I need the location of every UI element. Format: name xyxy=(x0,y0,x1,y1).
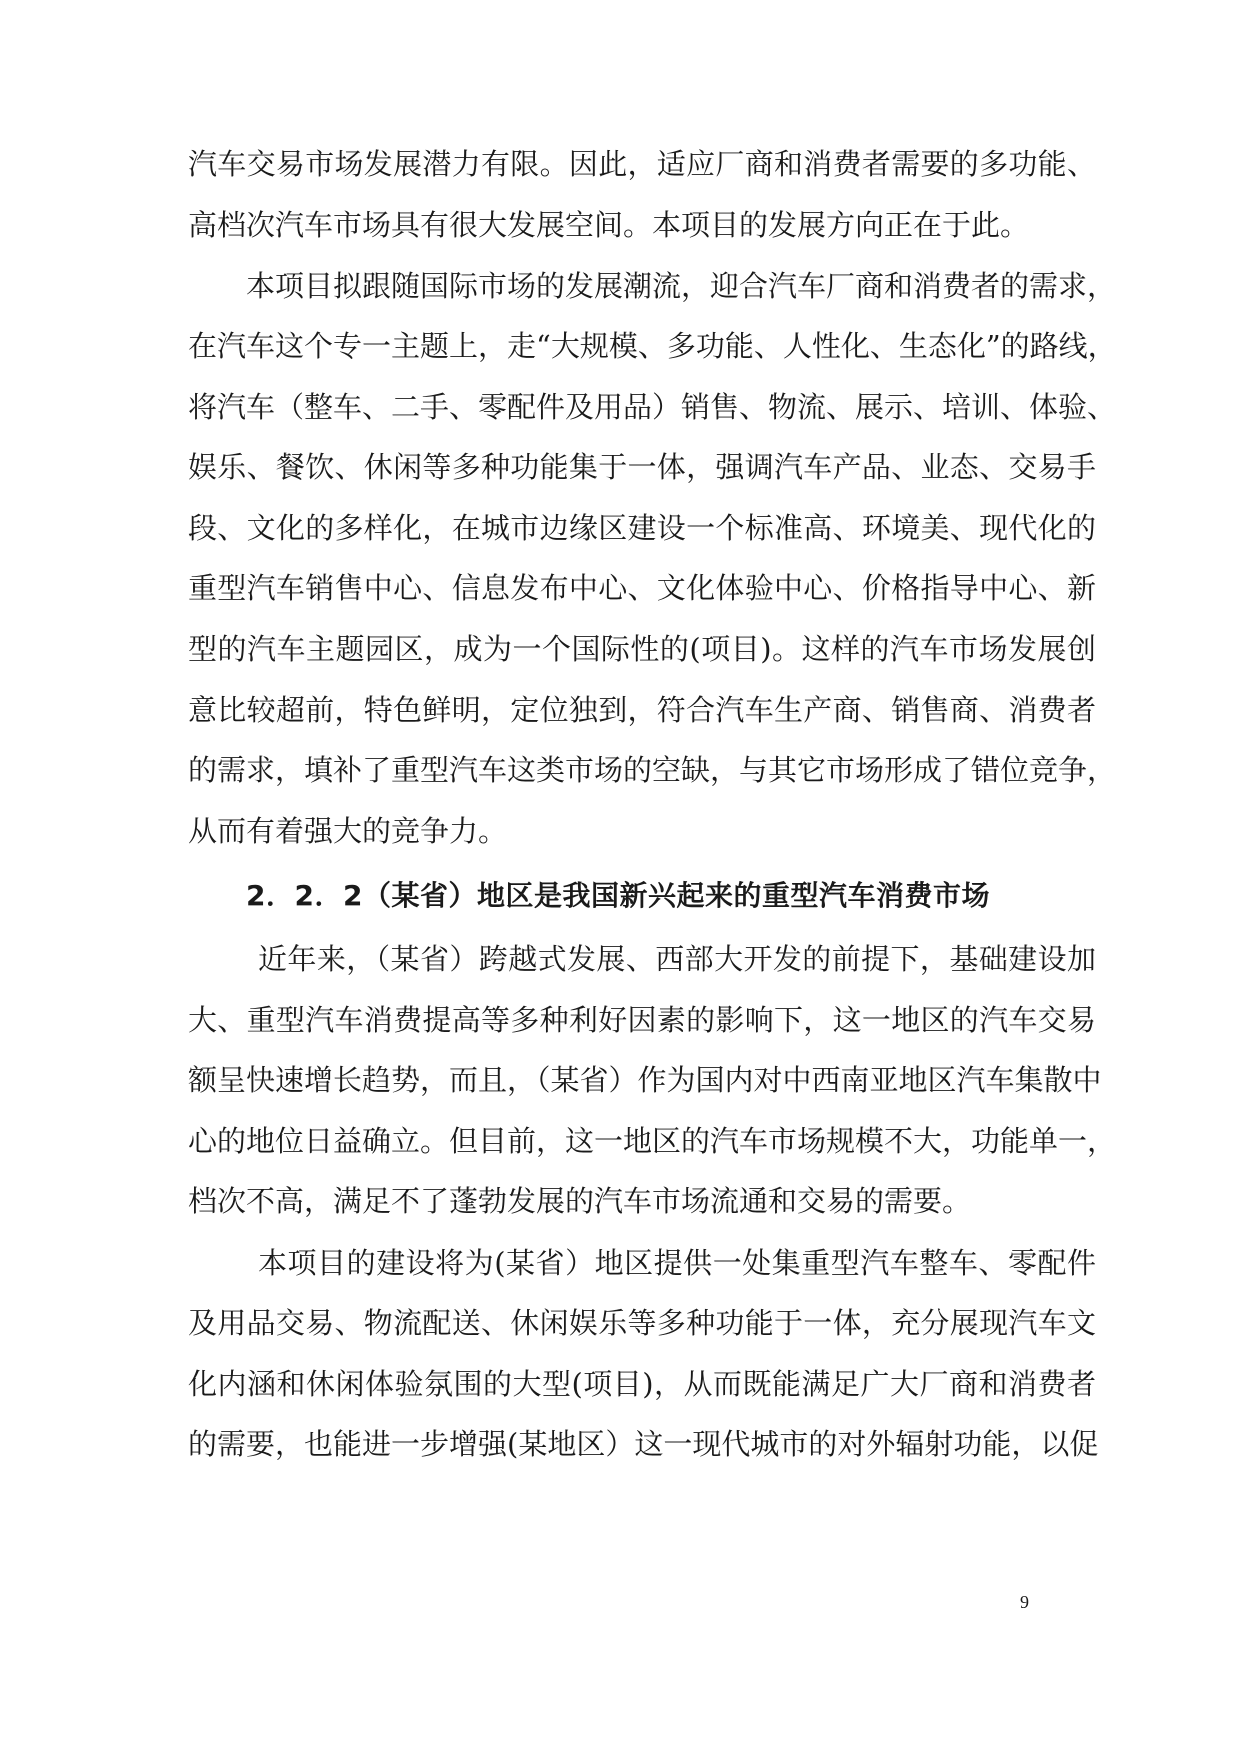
paragraph4-line-3: 化内涵和休闲体验氛围的大型(项目)，从而既能满足广大厂商和消费者 xyxy=(188,1367,1096,1401)
paragraph2-line-6: 重型汽车销售中心、信息发布中心、文化体验中心、价格指导中心、新 xyxy=(188,571,1096,605)
paragraph3-line-3: 额呈快速增长趋势，而且，（某省）作为国内对中西南亚地区汽车集散中 xyxy=(188,1063,1102,1097)
paragraph2-line-1: 本项目拟跟随国际市场的发展潮流，迎合汽车厂商和消费者的需求， xyxy=(246,269,1117,303)
page-number: 9 xyxy=(1020,1592,1029,1612)
paragraph1-line-2: 高档次汽车市场具有很大发展空间。本项目的发展方向正在于此。 xyxy=(188,208,1030,242)
paragraph2-line-10: 从而有着强大的竞争力。 xyxy=(188,814,508,848)
paragraph2-line-5: 段、文化的多样化，在城市边缘区建设一个标准高、环境美、现代化的 xyxy=(188,511,1096,545)
paragraph4-line-4: 的需要，也能进一步增强(某地区）这一现代城市的对外辐射功能，以促 xyxy=(188,1427,1099,1461)
paragraph2-line-9: 的需求，填补了重型汽车这类市场的空缺，与其它市场形成了错位竞争， xyxy=(188,753,1117,787)
paragraph2-line-3: 将汽车（整车、二手、零配件及用品）销售、物流、展示、培训、体验、 xyxy=(188,390,1117,424)
section-heading: 2．2．2（某省）地区是我国新兴起来的重型汽车消费市场 xyxy=(246,879,990,912)
paragraph1-line-1: 汽车交易市场发展潜力有限。因此，适应厂商和消费者需要的多功能、 xyxy=(188,147,1096,181)
paragraph3-line-2: 大、重型汽车消费提高等多种利好因素的影响下，这一地区的汽车交易 xyxy=(188,1003,1096,1037)
paragraph2-line-8: 意比较超前，特色鲜明，定位独到，符合汽车生产商、销售商、消费者 xyxy=(188,693,1096,727)
paragraph4-line-1: 本项目的建设将为(某省）地区提供一处集重型汽车整车、零配件 xyxy=(258,1246,1096,1280)
paragraph3-line-4: 心的地位日益确立。但目前，这一地区的汽车市场规模不大，功能单一， xyxy=(188,1124,1117,1158)
paragraph2-line-2: 在汽车这个专一主题上，走“大规模、多功能、人性化、生态化”的路线， xyxy=(188,329,1117,363)
paragraph2-line-4: 娱乐、餐饮、休闲等多种功能集于一体，强调汽车产品、业态、交易手 xyxy=(188,450,1096,484)
paragraph2-line-7: 型的汽车主题园区，成为一个国际性的(项目)。这样的汽车市场发展创 xyxy=(188,632,1096,666)
paragraph3-line-1: 近年来，（某省）跨越式发展、西部大开发的前提下，基础建设加 xyxy=(258,942,1096,976)
paragraph3-line-5: 档次不高，满足不了蓬勃发展的汽车市场流通和交易的需要。 xyxy=(188,1184,972,1218)
paragraph4-line-2: 及用品交易、物流配送、休闲娱乐等多种功能于一体，充分展现汽车文 xyxy=(188,1306,1096,1340)
